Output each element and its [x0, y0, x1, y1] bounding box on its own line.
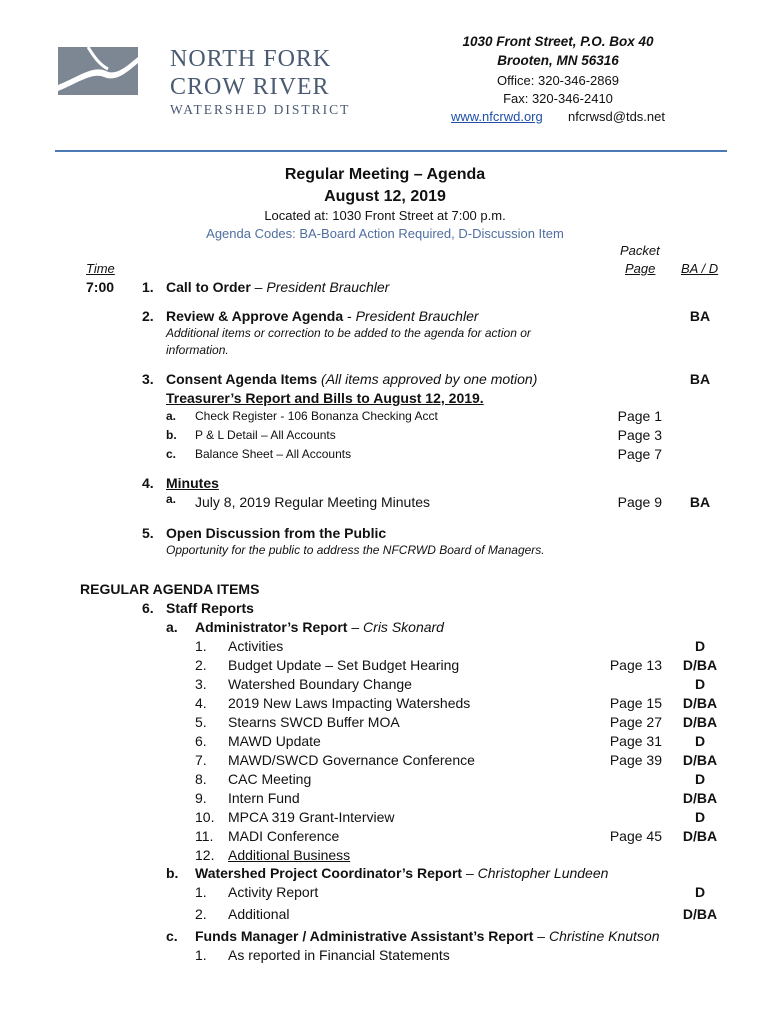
- action-code: D/BA: [682, 906, 718, 922]
- item-presenter: Christine Knutson: [548, 928, 660, 944]
- action-code: D/BA: [682, 828, 718, 844]
- item-dash: –: [347, 619, 364, 635]
- sub-item-text: MAWD Update: [228, 733, 321, 749]
- start-time: 7:00: [86, 279, 115, 295]
- packet-page: Page 31: [609, 733, 662, 749]
- packet-page: Page 27: [609, 714, 662, 730]
- staff-reports-heading: Staff Reports: [166, 600, 254, 616]
- minutes-item-text: July 8, 2019 Regular Meeting Minutes: [195, 494, 431, 510]
- sub-number: 4.: [195, 695, 207, 711]
- sub-number: 2.: [195, 906, 207, 922]
- sub-letter: c.: [166, 928, 178, 944]
- meeting-location: Located at: 1030 Front Street at 7:00 p.m.: [264, 208, 506, 223]
- action-code: D/BA: [682, 657, 718, 673]
- sub-letter: a.: [166, 409, 177, 423]
- item-title: Funds Manager / Administrative Assistant’s Report: [195, 928, 534, 944]
- item-title: Watershed Project Coordinator’s Report: [195, 865, 463, 881]
- sub-item-text: Intern Fund: [228, 790, 300, 806]
- sub-number: 10.: [195, 809, 215, 825]
- item-number: 2.: [142, 308, 154, 324]
- sub-number: 1.: [195, 884, 207, 900]
- sub-item-text: Activities: [228, 638, 284, 654]
- regular-agenda-heading: REGULAR AGENDA ITEMS: [80, 581, 260, 597]
- page-column-header: Page: [625, 261, 656, 276]
- action-code: D: [694, 771, 706, 787]
- sub-number: 7.: [195, 752, 207, 768]
- item-number: 4.: [142, 475, 154, 491]
- sub-letter: b.: [166, 428, 177, 442]
- coordinator-report-heading: [195, 865, 608, 881]
- action-code: D: [694, 809, 706, 825]
- action-code: D: [694, 676, 706, 692]
- sub-item-text: Additional Business: [228, 847, 351, 863]
- sub-number: 2.: [195, 657, 207, 673]
- logo: [42, 30, 377, 130]
- logo-line3: WATERSHED DISTRICT: [170, 102, 351, 117]
- item-note: information.: [166, 343, 229, 357]
- website-link[interactable]: www.nfcrwd.org: [450, 109, 543, 124]
- sub-item-text: Check Register - 106 Bonanza Checking Acct: [195, 409, 438, 423]
- packet-page: Page 3: [617, 427, 662, 443]
- sub-number: 11.: [195, 828, 214, 844]
- sub-item-text: 2019 New Laws Impacting Watersheds: [228, 695, 471, 711]
- page-title: Regular Meeting – Agenda: [284, 166, 486, 183]
- sub-item-text: Budget Update – Set Budget Hearing: [228, 657, 460, 673]
- meeting-date: August 12, 2019: [324, 188, 446, 205]
- sub-item-text: Additional: [228, 906, 290, 922]
- email-address: nfcrwsd@tds.net: [567, 109, 665, 124]
- sub-number: 3.: [195, 676, 207, 692]
- action-code: BA: [689, 494, 711, 510]
- item-title: Administrator’s Report: [195, 619, 348, 635]
- sub-item-text: MADI Conference: [228, 828, 340, 844]
- action-code: D: [694, 638, 706, 654]
- item-dash: –: [250, 279, 267, 295]
- action-code: D/BA: [682, 695, 718, 711]
- item-presenter: President Brauchler: [266, 279, 390, 295]
- item-dash: -: [343, 308, 356, 324]
- contact-line: [378, 109, 738, 124]
- item-dash: –: [533, 928, 549, 944]
- agenda-codes: Agenda Codes: BA-Board Action Required, D-Discussion Item: [206, 226, 564, 241]
- sub-number: 1.: [195, 947, 207, 963]
- packet-page: Page 13: [609, 657, 662, 673]
- header-divider: [55, 150, 727, 152]
- sub-item-text: Activity Report: [228, 884, 319, 900]
- item-title: Consent Agenda Items: [166, 371, 318, 387]
- item-note: Additional items or correction to be added to the agenda for action or: [166, 326, 531, 340]
- item-number: 1.: [142, 279, 154, 295]
- sub-number: 8.: [195, 771, 207, 787]
- sub-item-text: Watershed Boundary Change: [228, 676, 412, 692]
- fax-number: Fax: 320-346-2410: [503, 91, 613, 106]
- agenda-item-review-agenda: [166, 308, 479, 324]
- action-code: BA: [689, 308, 711, 324]
- time-column-header: Time: [86, 261, 115, 276]
- action-code: D/BA: [682, 790, 718, 806]
- sub-item-text: MPCA 319 Grant-Interview: [228, 809, 395, 825]
- action-code: D: [694, 733, 706, 749]
- code-column-header: BA / D: [681, 261, 719, 276]
- sub-number: 5.: [195, 714, 207, 730]
- item-title: Review & Approve Agenda: [166, 308, 344, 324]
- item-title: Call to Order: [166, 279, 251, 295]
- sub-item-text: As reported in Financial Statements: [228, 947, 450, 963]
- item-number: 6.: [142, 600, 154, 616]
- action-code: BA: [689, 371, 711, 387]
- item-qualifier: (All items approved by one motion): [317, 371, 538, 387]
- action-code: D/BA: [682, 714, 718, 730]
- packet-page: Page 39: [609, 752, 662, 768]
- agenda-item-call-to-order: [166, 279, 389, 295]
- action-code: D/BA: [682, 752, 718, 768]
- river-logo-icon: [58, 47, 138, 95]
- agenda-item-consent: [166, 371, 537, 387]
- item-note: Opportunity for the public to address the NFCRWD Board of Managers.: [166, 543, 545, 557]
- sub-number: 12.: [195, 847, 215, 863]
- sub-number: 9.: [195, 790, 207, 806]
- item-presenter: President Brauchler: [355, 308, 479, 324]
- sub-item-text: Balance Sheet – All Accounts: [195, 447, 352, 461]
- packet-page: Page 45: [609, 828, 662, 844]
- administrator-report-heading: [195, 619, 444, 635]
- address-line1: 1030 Front Street, P.O. Box 40: [462, 34, 654, 49]
- item-dash: –: [462, 865, 478, 881]
- sub-item-text: P & L Detail – All Accounts: [195, 428, 336, 442]
- item-number: 3.: [142, 371, 154, 387]
- packet-page: Page 1: [617, 408, 662, 424]
- open-discussion-heading: Open Discussion from the Public: [166, 525, 387, 541]
- packet-page: Page 15: [609, 695, 662, 711]
- packet-column-header: Packet: [620, 243, 660, 258]
- sub-item-text: CAC Meeting: [228, 771, 312, 787]
- sub-letter: b.: [166, 865, 179, 881]
- item-presenter: Cris Skonard: [363, 619, 444, 635]
- action-code: D: [694, 884, 706, 900]
- office-phone: Office: 320-346-2869: [497, 73, 619, 88]
- logo-line1: NORTH FORK: [170, 46, 332, 72]
- funds-manager-report-heading: [195, 928, 660, 944]
- sub-item-text: Stearns SWCD Buffer MOA: [228, 714, 400, 730]
- sub-letter: a.: [166, 619, 178, 635]
- sub-item-text: MAWD/SWCD Governance Conference: [228, 752, 475, 768]
- item-presenter: Christopher Lundeen: [477, 865, 609, 881]
- sub-number: 1.: [195, 638, 207, 654]
- packet-page: Page 9: [617, 494, 662, 510]
- address-line2: Brooten, MN 56316: [497, 53, 619, 68]
- item-number: 5.: [142, 525, 154, 541]
- minutes-heading: Minutes: [166, 475, 219, 491]
- sub-letter: a.: [166, 492, 177, 506]
- packet-page: Page 7: [617, 446, 662, 462]
- logo-line2: CROW RIVER: [170, 74, 330, 100]
- treasurer-report-heading: Treasurer’s Report and Bills to August 12, 2019.: [166, 390, 484, 406]
- sub-number: 6.: [195, 733, 207, 749]
- sub-letter: c.: [166, 447, 177, 461]
